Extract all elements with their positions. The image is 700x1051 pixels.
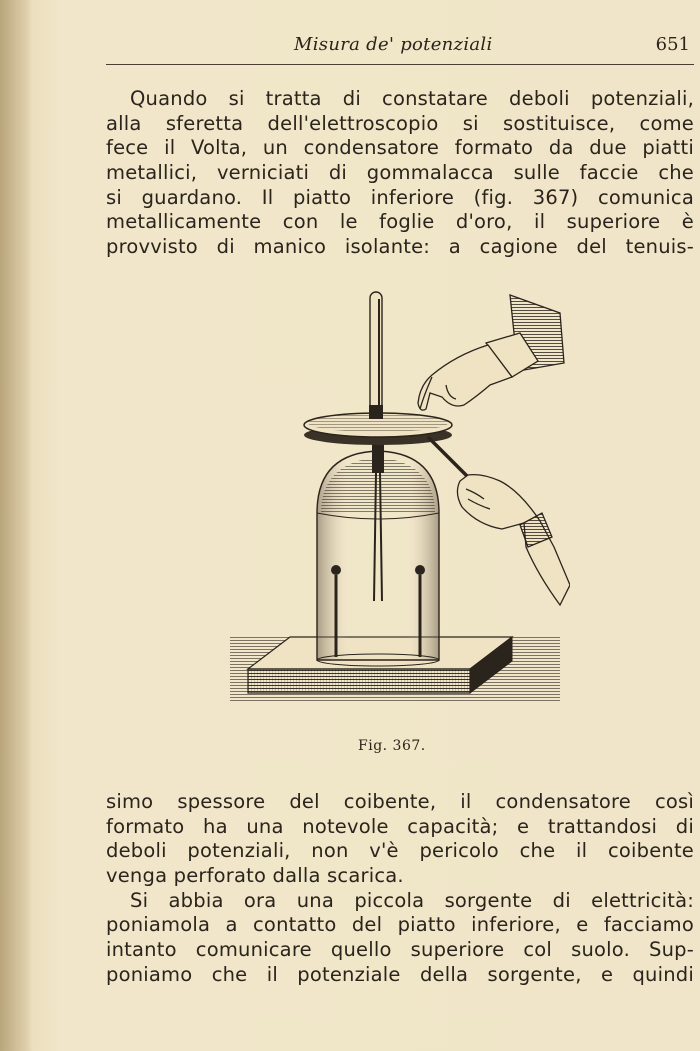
text-line: intanto comunicare quello superiore col suolo. Sup- — [106, 938, 694, 962]
text-line: si guardano. Il piatto inferiore (fig. 367) comunica — [106, 185, 694, 209]
lower-hand-with-wire — [428, 437, 570, 605]
text-line: fece il Volta, un condensatore formato da due piatti — [106, 136, 694, 160]
text-line: Quando si tratta di constatare deboli potenziali, — [130, 87, 694, 110]
text-line: metallicamente con le foglie d'oro, il superiore è — [106, 210, 694, 234]
upper-hand — [418, 295, 564, 410]
condenser-electroscope-illustration — [220, 285, 570, 715]
page-gutter — [0, 0, 32, 1051]
text-line: poniamo che il potenziale della sorgente, e quindi — [106, 962, 694, 986]
text-line: simo spessore del coibente, il condensatore così — [106, 790, 694, 813]
running-title: Misura de' potenziali — [294, 34, 493, 55]
text-line: formato ha una notevole capacità; e trattandosi di — [106, 814, 694, 838]
text-line: Si abbia ora una piccola sorgente di elettricità: — [130, 888, 694, 912]
text-line: poniamola a contatto del piatto inferiore, e facciamo — [106, 913, 694, 937]
insulating-handle — [369, 292, 383, 419]
figure-caption: Fig. 367. — [358, 738, 426, 754]
text-line: provvisto di manico isolante: a cagione del tenuis- — [106, 235, 694, 259]
text-line: alla sferetta dell'elettroscopio si sostituisce, come — [106, 111, 694, 135]
text-line: deboli potenziali, non v'è pericolo che il coibente — [106, 839, 694, 863]
running-head — [106, 34, 694, 58]
header-rule — [106, 64, 694, 65]
page-number: 651 — [655, 34, 690, 55]
text-line: venga perforato dalla scarica. — [106, 864, 404, 888]
paragraph-1 — [106, 87, 694, 260]
text-line: metallici, verniciati di gommalacca sulle faccie che — [106, 161, 694, 185]
paragraph-2 — [106, 790, 694, 988]
